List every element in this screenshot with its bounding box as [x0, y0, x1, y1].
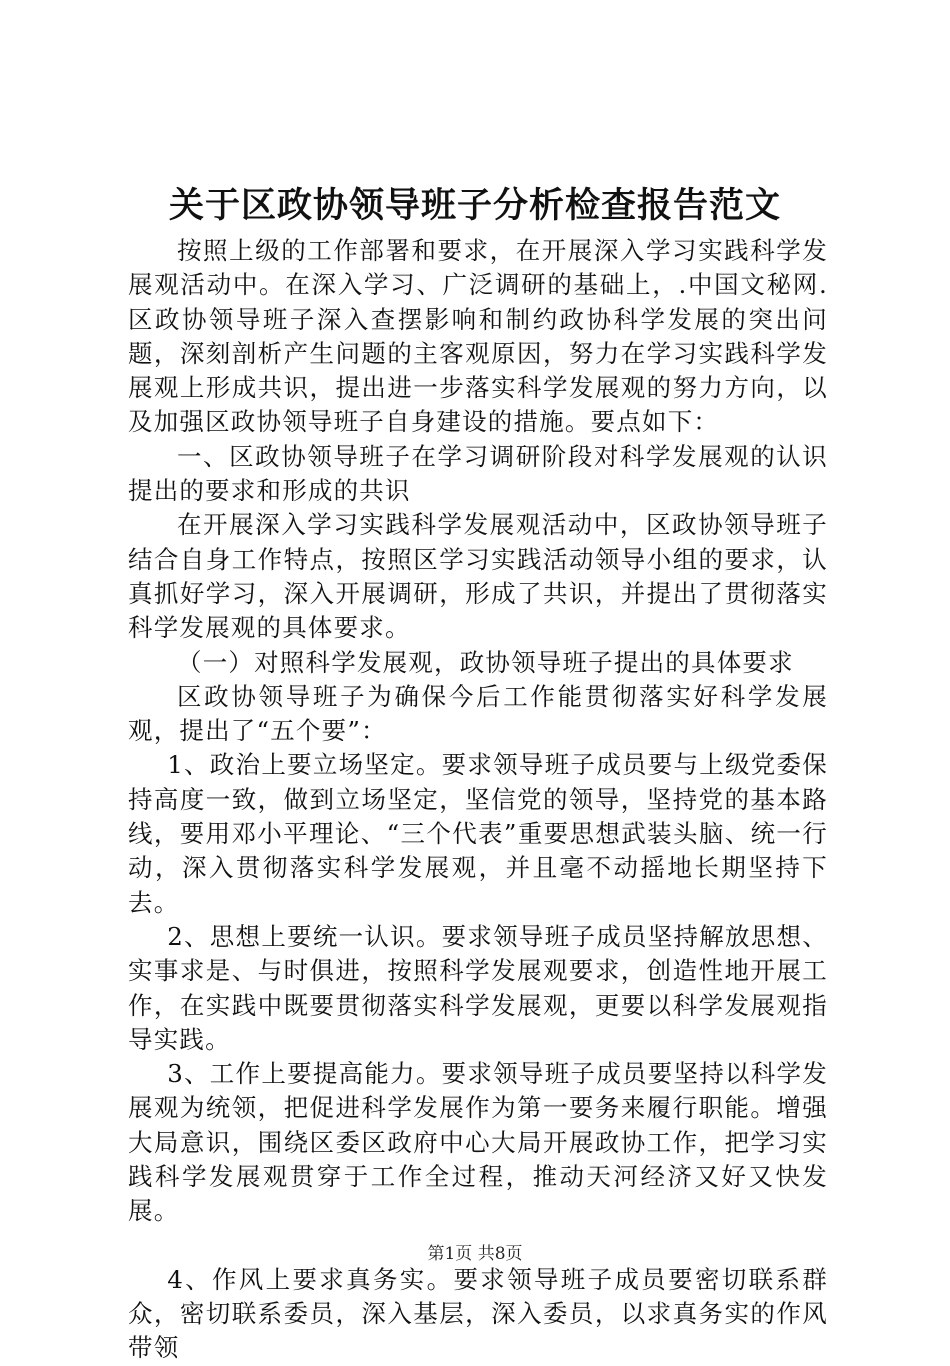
paragraph-section-1: 在开展深入学习实践科学发展观活动中，区政协领导班子结合自身工作特点，按照区学习实践活动领导小组的要求，认真抓好学习，深入开展调研，形成了共识，并提出了贯彻落实科学发展观的具体要求。	[128, 510, 828, 643]
document-body	[128, 234, 828, 1366]
list-item-1: 1、政治上要立场坚定。要求领导班子成员要与上级党委保持高度一致，做到立场坚定，坚信党的领导，坚持党的基本路线，要用邓小平理论、“三个代表”重要思想武装头脑、统一行动，深入贯彻落实科学发展观，并且毫不动摇地长期坚持下去。	[128, 750, 828, 917]
page-number-footer: 第1页 共8页	[427, 1244, 523, 1264]
paragraph-intro: 按照上级的工作部署和要求，在开展深入学习实践科学发展观活动中。在深入学习、广泛调研的基础上，.中国文秘网.区政协领导班子深入查摆影响和制约政协科学发展的突出问题，深刻剖析产生问题的主客观原因，努力在学习实践科学发展观上形成共识，提出进一步落实科学发展观的努力方向，以及加强区政协领导班子自身建设的措施。要点如下：	[128, 236, 828, 437]
paragraph-five-requirements: 区政协领导班子为确保今后工作能贯彻落实好科学发展观，提出了“五个要”：	[128, 681, 828, 746]
section-heading-1: 一、区政协领导班子在学习调研阶段对科学发展观的认识提出的要求和形成的共识	[128, 441, 828, 506]
list-item-3: 3、工作上要提高能力。要求领导班子成员要坚持以科学发展观为统领，把促进科学发展作为第一要务来履行职能。增强大局意识，围绕区委区政府中心大局开展政协工作，把学习实践科学发展观贯穿于工作全过程，推动天河经济又好又快发展。	[128, 1059, 828, 1226]
list-item-2: 2、思想上要统一认识。要求领导班子成员坚持解放思想、实事求是、与时俱进，按照科学发展观要求，创造性地开展工作，在实践中既要贯彻落实科学发展观，更要以科学发展观指导实践。	[128, 921, 828, 1054]
subsection-heading-1: （一）对照科学发展观，政协领导班子提出的具体要求	[177, 647, 794, 677]
document-title: 关于区政协领导班子分析检查报告范文	[168, 185, 781, 226]
list-item-4: 4、作风上要求真务实。要求领导班子成员要密切联系群众，密切联系委员，深入基层，深入委员，以求真务实的作风带领	[128, 1264, 828, 1363]
